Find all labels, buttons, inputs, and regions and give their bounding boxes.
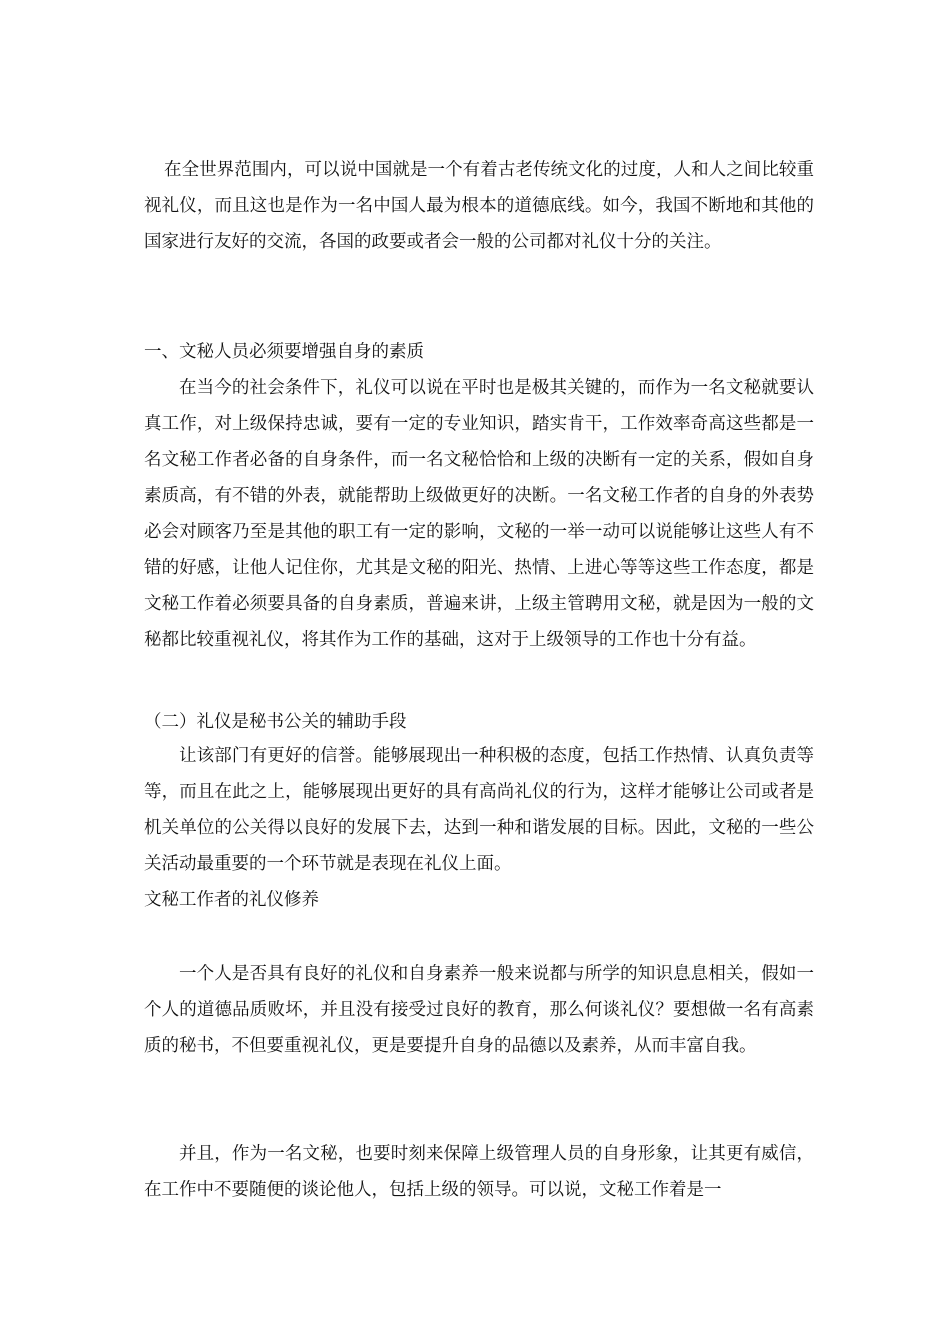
- section-heading-3: 文秘工作者的礼仪修养: [144, 890, 319, 910]
- section-heading-2: （二）礼仪是秘书公关的辅助手段: [144, 712, 407, 732]
- section-heading-1: 一、文秘人员必须要增强自身的素质: [144, 342, 424, 362]
- paragraph-section-1: 在当今的社会条件下，礼仪可以说在平时也是极其关键的，而作为一名文秘就要认真工作，对上级保持忠诚，要有一定的专业知识，踏实肯干，工作效率奇高这些都是一名文秘工作者必备的自身条件，而一名文秘恰恰和上级的决断有一定的关系，假如自身素质高，有不错的外表，就能帮助上级做更好的决断。一名文秘工作者的自身的外表势必会对顾客乃至是其他的职工有一定的影响，文秘的一举一动可以说能够让这些人有不错的好感，让他人记住你，尤其是文秘的阳光、热情、上进心等等这些工作态度，都是文秘工作着必须要具备的自身素质，普遍来讲，上级主管聘用文秘，就是因为一般的文秘都比较重视礼仪，将其作为工作的基础，这对于上级领导的工作也十分有益。: [144, 378, 814, 650]
- paragraph-section-3a: 一个人是否具有良好的礼仪和自身素养一般来说都与所学的知识息息相关，假如一个人的道德品质败坏，并且没有接受过良好的教育，那么何谈礼仪？要想做一名有高素质的秘书，不但要重视礼仪，更是要提升自身的品德以及素养，从而丰富自我。: [144, 964, 814, 1056]
- paragraph-section-2: 让该部门有更好的信誉。能够展现出一种积极的态度，包括工作热情、认真负责等等，而且在此之上，能够展现出更好的具有高尚礼仪的行为，这样才能够让公司或者是机关单位的公关得以良好的发展下去，达到一种和谐发展的目标。因此，文秘的一些公关活动最重要的一个环节就是表现在礼仪上面。: [144, 746, 814, 874]
- paragraph-intro: 在全世界范围内，可以说中国就是一个有着古老传统文化的过度，人和人之间比较重视礼仪，而且这也是作为一名中国人最为根本的道德底线。如今，我国不断地和其他的国家进行友好的交流，各国的政要或者会一般的公司都对礼仪十分的关注。: [144, 160, 814, 252]
- paragraph-section-3b: 并且，作为一名文秘，也要时刻来保障上级管理人员的自身形象，让其更有威信，在工作中不要随便的谈论他人，包括上级的领导。可以说，文秘工作着是一: [144, 1144, 814, 1200]
